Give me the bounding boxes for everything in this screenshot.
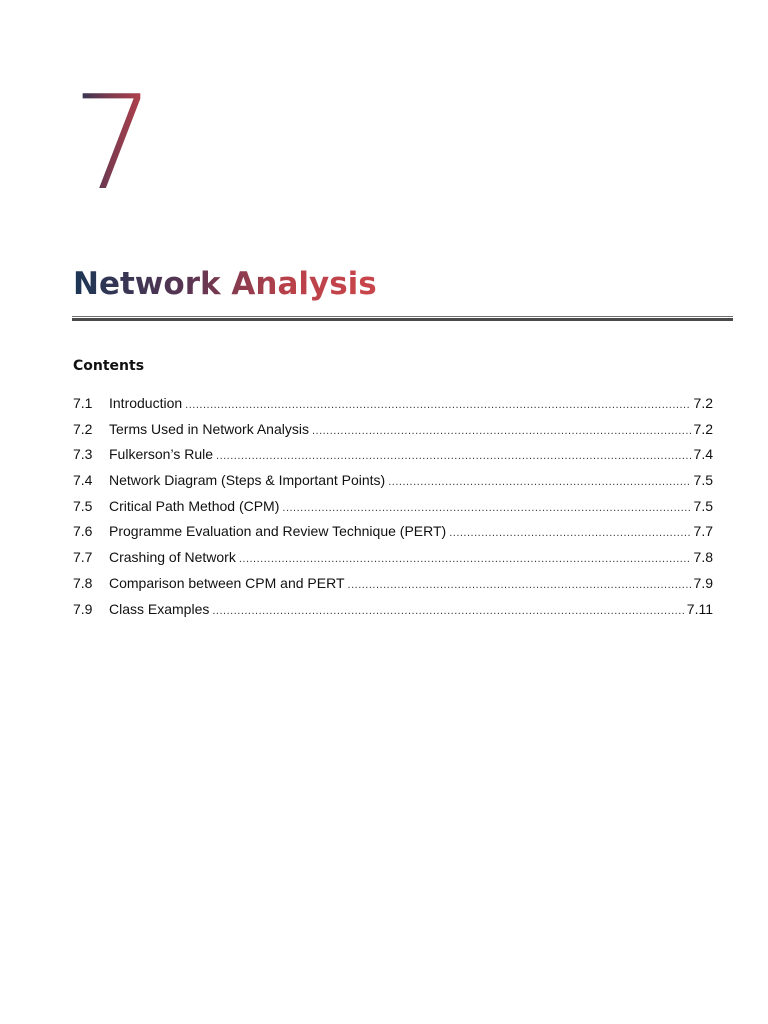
toc-dot-leader [239,553,691,565]
toc-dot-leader [282,502,690,514]
toc-entry-title: Crashing of Network [109,549,236,566]
table-of-contents [73,395,713,626]
toc-entry-title: Comparison between CPM and PERT [109,574,345,591]
toc-entry-page: 7.5 [693,497,713,514]
toc-entry[interactable] [73,601,713,627]
toc-entry[interactable] [73,523,713,549]
toc-entry[interactable] [73,498,713,524]
toc-dot-leader [449,527,690,539]
toc-entry-page: 7.2 [693,420,713,437]
contents-heading: Contents [73,358,145,374]
toc-entry-number: 7.7 [73,549,93,566]
toc-entry-page: 7.8 [693,549,713,566]
toc-entry-number: 7.4 [73,472,93,489]
toc-entry[interactable] [73,421,713,447]
toc-entry[interactable] [73,575,713,601]
chapter-number: 7 [72,67,153,219]
toc-entry-page: 7.2 [693,395,713,411]
toc-dot-leader [388,476,690,488]
toc-entry-number: 7.9 [73,600,93,617]
toc-entry[interactable] [73,549,713,575]
toc-entry-title: Introduction [109,395,183,411]
chapter-title: Network Analysis [73,266,377,302]
toc-entry-number: 7.2 [73,420,93,437]
toc-entry-page: 7.9 [693,574,713,591]
toc-entry-page: 7.4 [693,446,713,463]
toc-entry[interactable] [73,395,713,421]
toc-entry-title: Critical Path Method (CPM) [109,497,280,514]
toc-entry-number: 7.8 [73,574,93,591]
toc-entry-page: 7.5 [693,472,713,489]
toc-entry-title: Terms Used in Network Analysis [109,420,309,437]
toc-entry-number: 7.5 [73,497,93,514]
toc-entry-title: Class Examples [109,600,210,617]
toc-entry-number: 7.3 [73,446,93,463]
toc-dot-leader [216,450,691,462]
toc-dot-leader [348,579,691,591]
toc-entry[interactable] [73,472,713,498]
toc-entry[interactable] [73,446,713,472]
toc-entry-number: 7.6 [73,523,93,540]
toc-entry-number: 7.1 [73,395,93,411]
toc-entry-title: Fulkerson’s Rule [109,446,214,463]
divider-thick-line [72,318,733,321]
divider-thin-line [72,316,733,317]
toc-entry-title: Programme Evaluation and Review Technique (PERT) [109,523,447,540]
toc-entry-page: 7.11 [686,600,713,617]
title-divider [72,316,733,321]
toc-entry-title: Network Diagram (Steps & Important Points) [109,472,386,489]
toc-dot-leader [212,605,683,617]
toc-dot-leader [185,399,690,411]
toc-entry-page: 7.7 [693,523,713,540]
toc-dot-leader [312,425,691,437]
